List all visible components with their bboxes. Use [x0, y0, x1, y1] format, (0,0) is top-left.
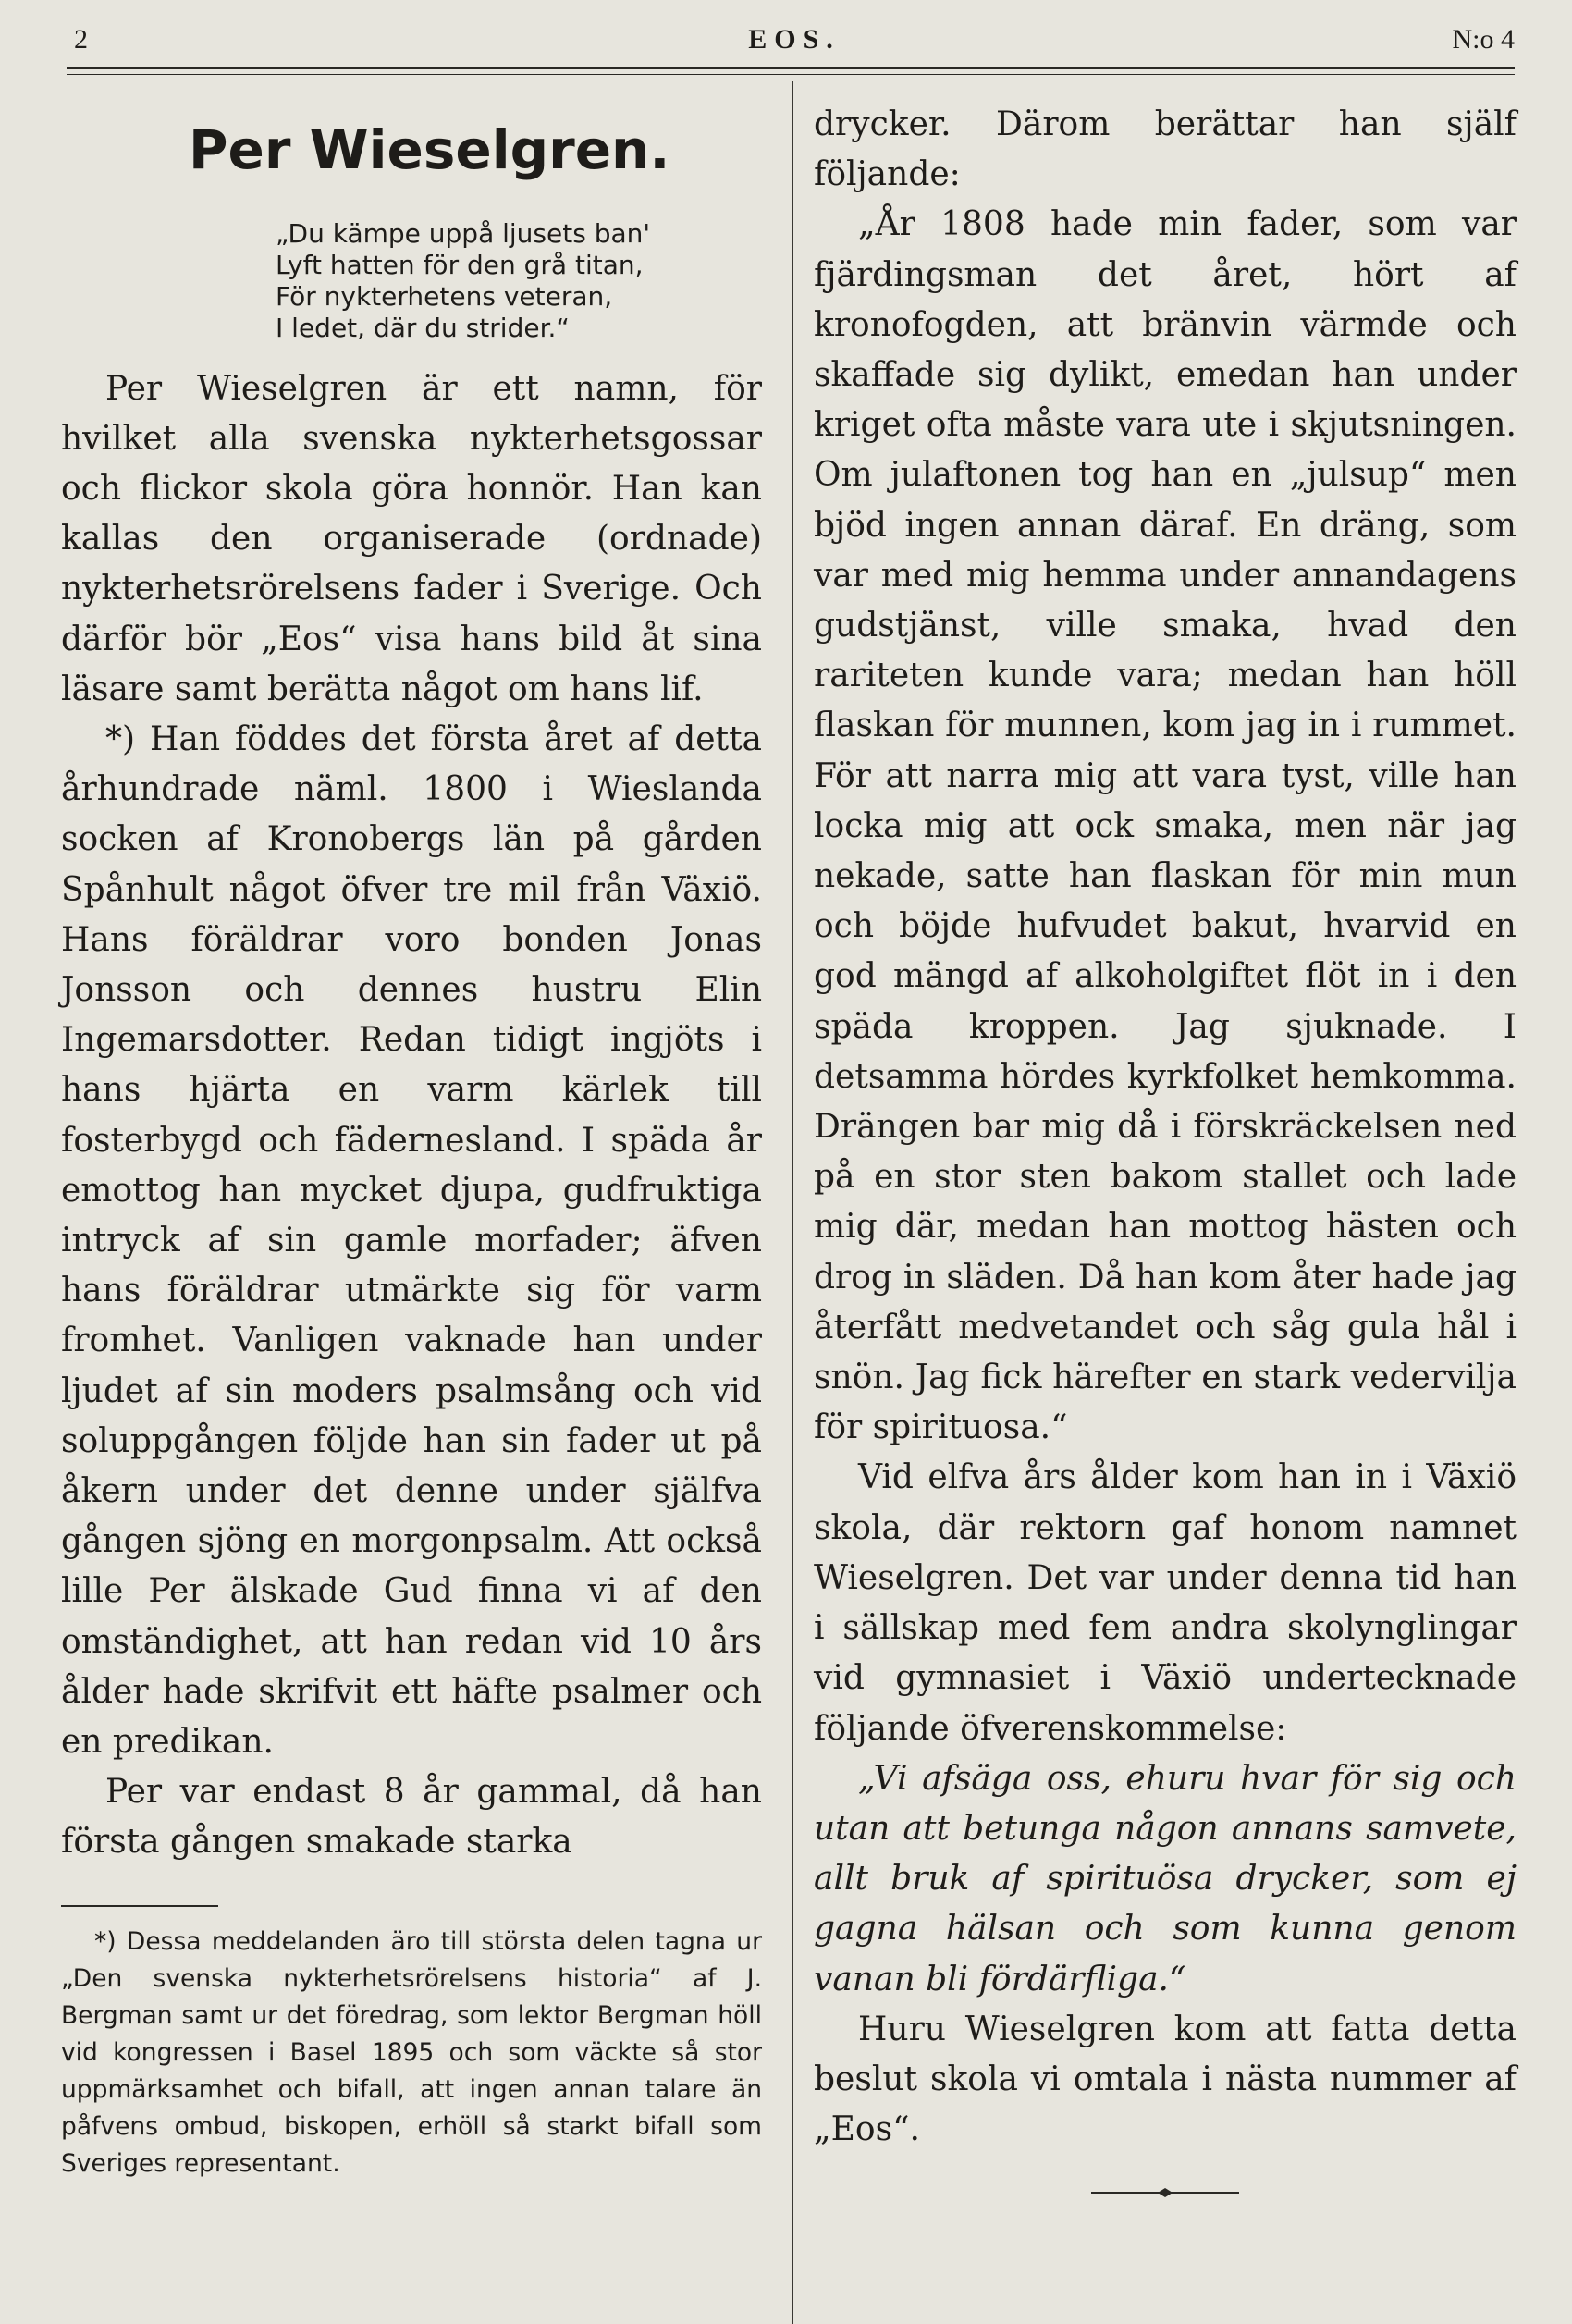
running-header: [74, 24, 1515, 61]
page-number: 2: [74, 24, 88, 55]
poem-line: Lyft hatten för den grå titan,: [276, 249, 644, 280]
paragraph: Per var endast 8 år gammal, då han första gången smakade starka: [61, 1773, 762, 1862]
issue-number: N:o 4: [1452, 24, 1515, 55]
journal-name: EOS.: [748, 24, 841, 55]
paragraph: Huru Wieselgren kom att fatta detta beslut skola vi omtala i nästa nummer af „Eos“.: [814, 2010, 1517, 2149]
paragraph: *) Han föddes det första året af detta århundrade näml. 1800 i Wieslanda socken af Kronobergs län på gården Spånhult något öfver tre mil från Växiö. Hans föräldrar voro bonden Jonas Jonsson och dennes hustru Elin Ingemarsdotter. Redan tidigt ingjöts i hans hjärta en varm kärlek till fosterbygd och fädernesland. I späda år emottog han mycket djupa, gudfruktiga intryck af sin gamle morfader; äfven hans föräldrar utmärkte sig för varm fromhet. Vanligen vaknade han under ljudet af sin moders psalmsång och vid soluppgången följde han sin fader ut på åkern under det denne under själfva gången sjöng en morgonpsalm. Att också lille Per älskade Gud finna vi af den omständighet, att han redan vid 10 års ålder hade skrifvit ett häfte psalmer och en predikan.: [61, 720, 762, 1762]
footnote-text: *) Dessa meddelanden äro till största delen tagna ur „Den svenska nykterhetsrörelsens historia“ af J. Bergman samt ur det föredrag, som lektor Bergman höll vid kongressen i Basel 1895 och som väckte så stor uppmärksamhet och bifall, att ingen annan talare än påfvens ombud, biskopen, erhöll så starkt bifall som Sveriges representant.: [61, 1926, 762, 2178]
column-divider: [792, 81, 793, 2324]
left-column: [61, 92, 762, 2183]
quote-paragraph: „År 1808 hade min fader, som var fjärdingsman det året, hört af kronofogden, att bränvin värmde och skaffade sig dylikt, emedan han under kriget ofta måste vara ute i skjutsningen. Om julaftonen tog han en „julsup“ men bjöd ingen annan däraf. En dräng, som var med mig hemma under annandagens gudstjänst, ville smaka, hvad den rariteten kunde vara; medan han höll flaskan för munnen, kom jag in i rummet. För att narra mig att vara tyst, ville han locka mig att ock smaka, men när jag nekade, satte han flaskan för min mun och böjde hufvudet bakut, hvarvid en god mängd af alkoholgiftet flöt in i den späda kroppen. Jag sjuknade. I detsamma hördes kyrkfolket hemkomma. Drängen bar mig då i förskräckelsen ned på en stor sten bakom stallet och lade mig där, medan han mottog hästen och drog in släden. Då han kom åter hade jag återfått medvetandet och såg gula hål i snön. Jag fick härefter en stark vedervilja för spirituosa.“: [814, 205, 1517, 1447]
poem-line: „Du kämpe uppå ljusets ban': [276, 217, 651, 249]
right-column: [814, 100, 1517, 2199]
footnote-rule: [61, 1905, 218, 1907]
end-ornament-icon: [1091, 2186, 1239, 2199]
poem-line: För nykterhetens veteran,: [276, 280, 613, 312]
paragraph: Vid elfva års ålder kom han in i Växiö skola, där rektorn gaf honom namnet Wieselgren. Det var under denna tid han i sällskap med fem andra skolynglingar vid gymnasiet i Växiö undertecknade följande öfverenskommelse:: [814, 1458, 1517, 1748]
pledge-quote: „Vi afsäga oss, ehuru hvar för sig och utan att betunga någon annans samvete, allt bruk af spirituösa drycker, som ej gagna hälsan och som kunna genom vanan bli fördärfliga.“: [814, 1759, 1517, 1998]
article-title: Per Wieselgren.: [189, 118, 670, 181]
header-rule-thin: [67, 74, 1515, 75]
paragraph: Per Wieselgren är ett namn, för hvilket alla svenska nykterhetsgossar och flickor skola göra honnör. Han kan kallas den organiserade (ordnade) nykterhetsrörelsens fader i Sverige. Och därför bör „Eos“ visa hans bild åt sina läsare samt berätta något om hans lif.: [61, 369, 762, 708]
paragraph: drycker. Därom berättar han själf följande:: [814, 105, 1517, 194]
poem-line: I ledet, där du strider.“: [276, 312, 570, 343]
footnote: [61, 1924, 762, 2183]
epigraph-poem: [276, 218, 762, 344]
header-rule: [67, 67, 1515, 69]
